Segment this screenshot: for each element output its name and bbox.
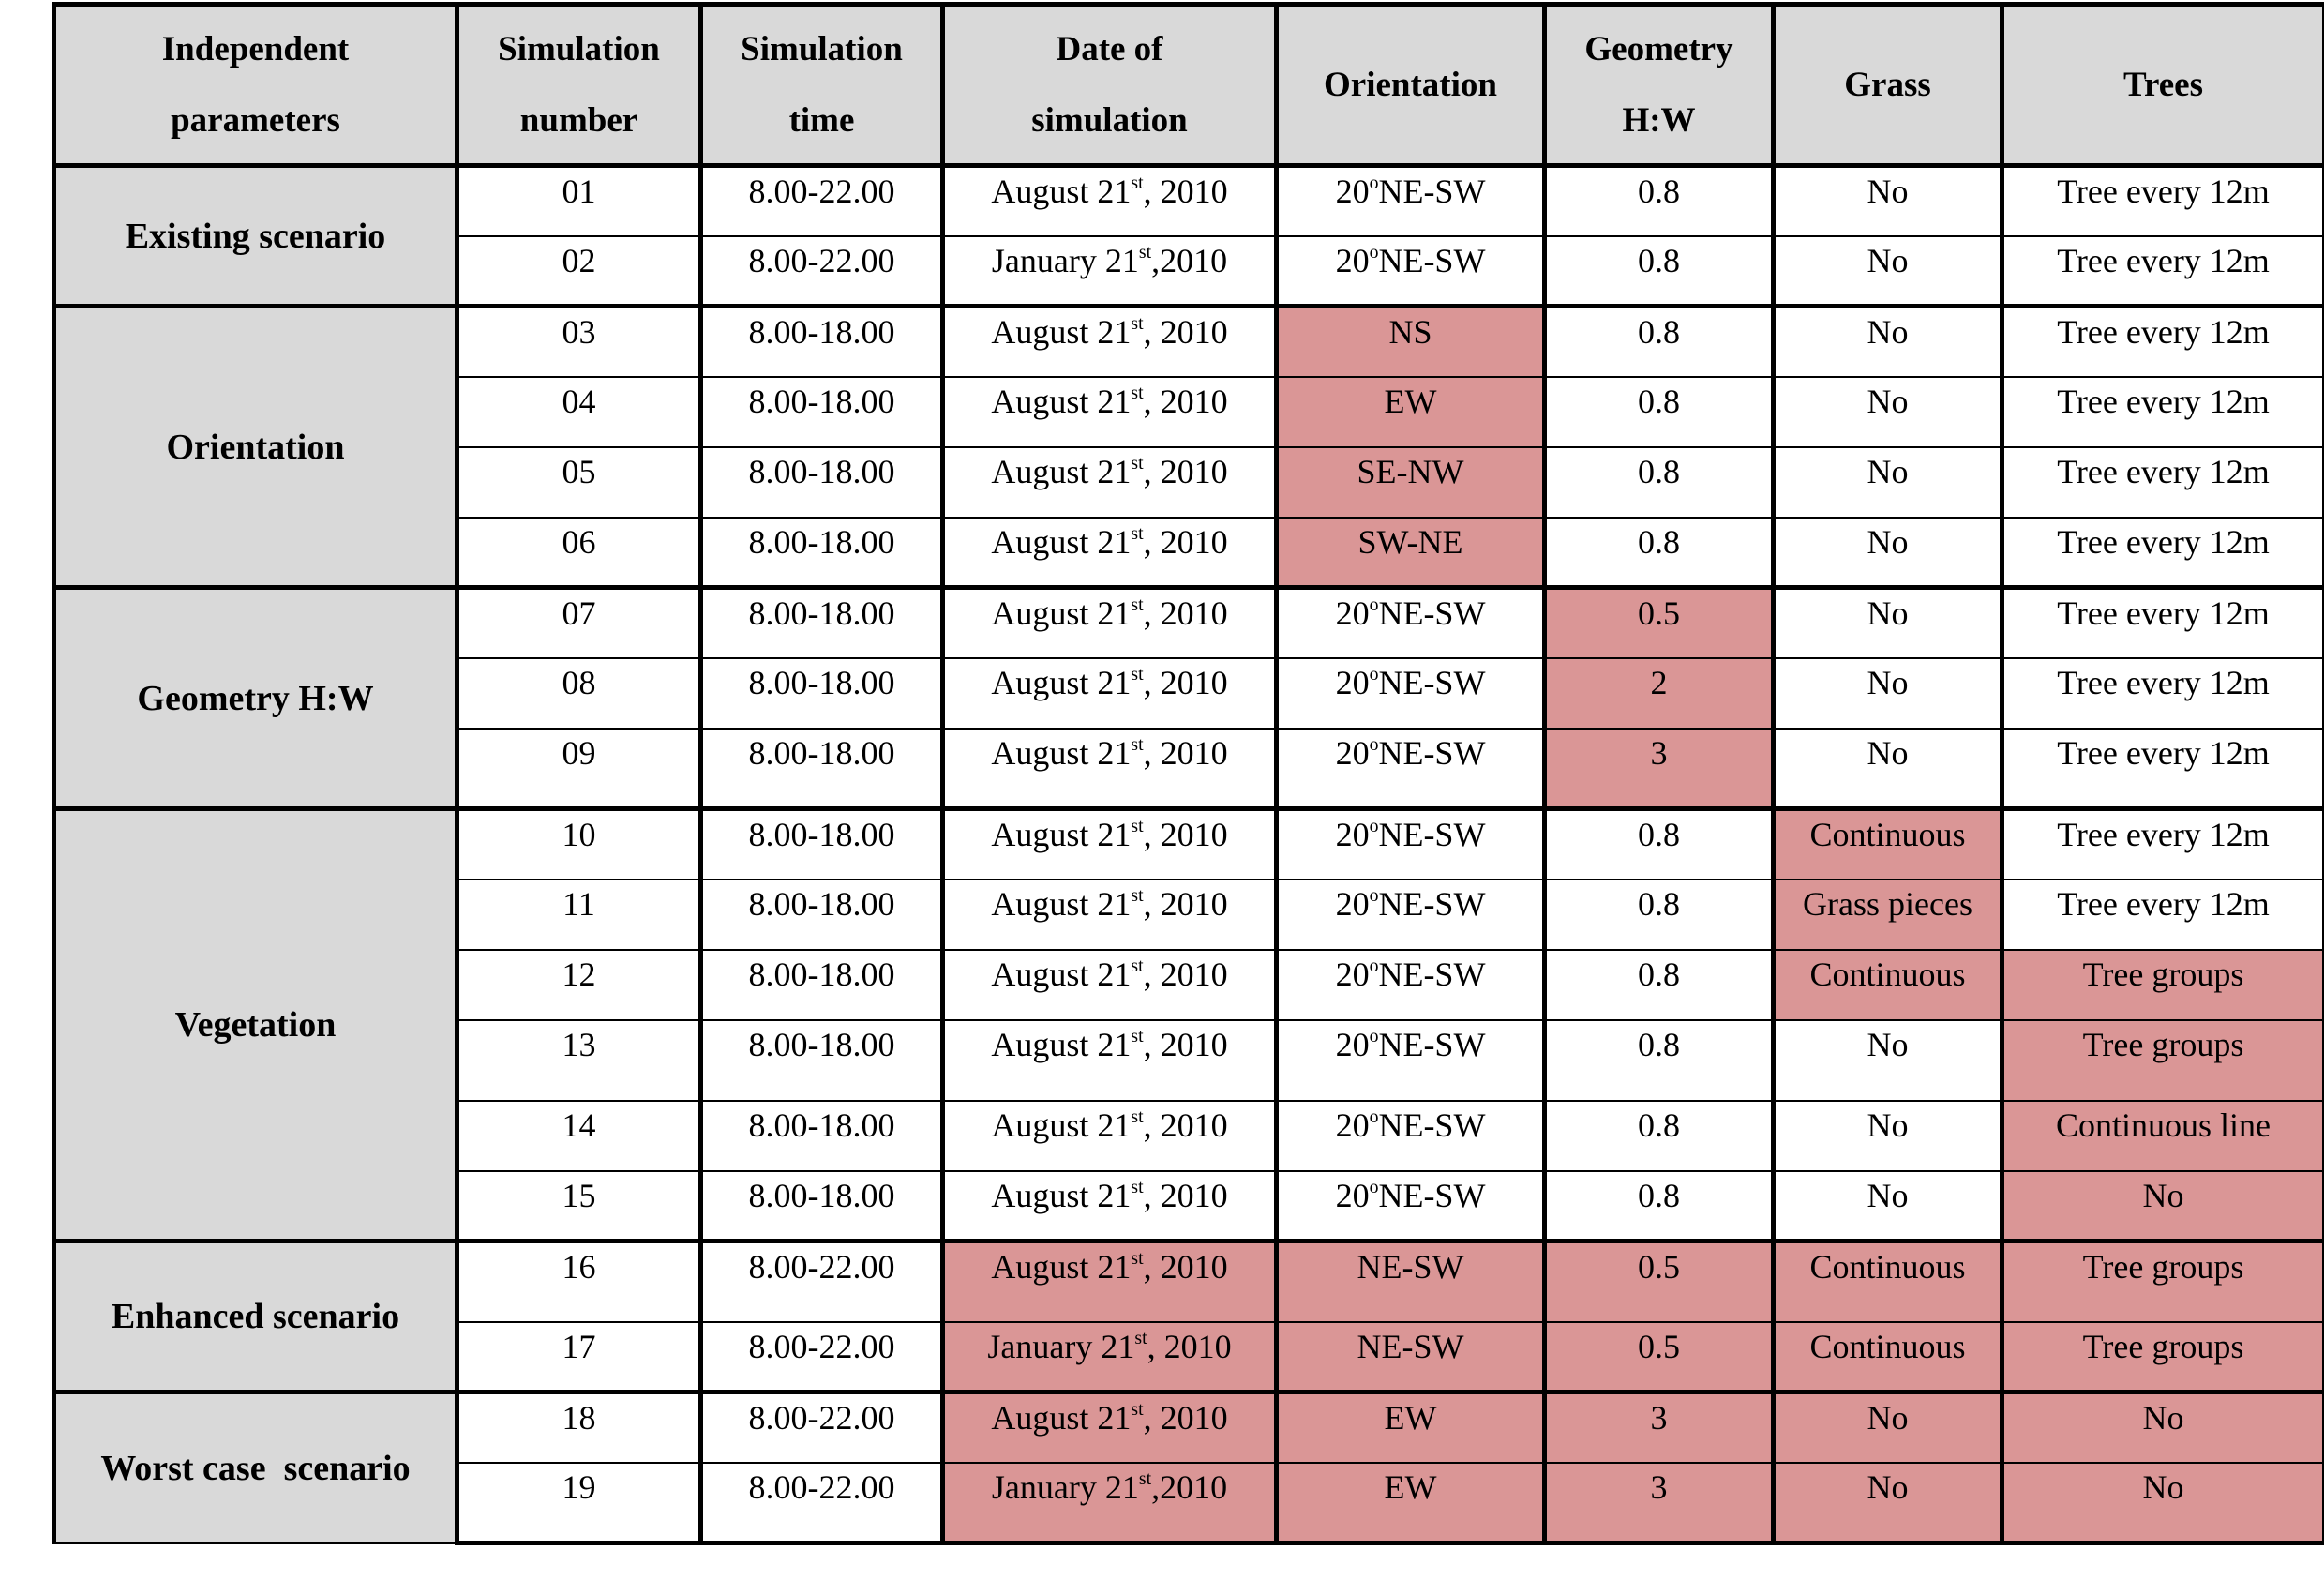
group-label: Orientation: [54, 307, 457, 588]
geometry-cell: 3: [1545, 1392, 1774, 1463]
date-cell: [943, 880, 1277, 950]
degree-symbol: o: [1369, 1025, 1379, 1046]
orientation-degrees: 20: [1335, 733, 1370, 772]
date-ordinal-suffix: st: [1131, 173, 1144, 194]
orientation-cell: [1277, 1020, 1545, 1101]
date-year: , 2010: [1143, 663, 1228, 701]
table-row: [54, 809, 2324, 880]
date-year: , 2010: [1143, 1025, 1228, 1063]
simulation-number-cell: 16: [457, 1241, 701, 1322]
trees-cell: Continuous line: [2002, 1101, 2324, 1171]
orientation-cell: [1277, 588, 1545, 658]
simulation-number-cell: 05: [457, 447, 701, 518]
grass-cell: No: [1774, 236, 2002, 307]
orientation-degrees: 20: [1335, 241, 1370, 279]
grass-cell: Continuous: [1774, 809, 2002, 880]
orientation-direction: NE-SW: [1357, 1248, 1464, 1286]
date-cell: [943, 377, 1277, 447]
date-text: August 21: [991, 522, 1132, 561]
date-text: August 21: [991, 1025, 1132, 1063]
date-text: August 21: [991, 884, 1132, 923]
simulation-time-cell: 8.00-18.00: [701, 1171, 943, 1241]
date-year: , 2010: [1143, 1248, 1228, 1286]
date-ordinal-suffix: st: [1131, 1399, 1144, 1421]
geometry-cell: 0.8: [1545, 1101, 1774, 1171]
geometry-cell: 0.8: [1545, 307, 1774, 377]
date-text: January 21: [987, 1327, 1135, 1365]
simulation-time-cell: 8.00-18.00: [701, 518, 943, 588]
header-line: H:W: [1622, 100, 1696, 140]
date-text: August 21: [991, 955, 1132, 993]
date-cell: [943, 809, 1277, 880]
orientation-degrees: 20: [1335, 173, 1370, 210]
orientation-cell: [1277, 729, 1545, 809]
grass-cell: No: [1774, 1101, 2002, 1171]
orientation-direction: NE-SW: [1378, 1106, 1486, 1144]
date-year: , 2010: [1143, 816, 1228, 853]
simulation-number-cell: 08: [457, 658, 701, 729]
date-ordinal-suffix: st: [1131, 1106, 1144, 1127]
date-cell: [943, 1101, 1277, 1171]
header-line: simulation: [1031, 100, 1188, 140]
date-year: , 2010: [1143, 884, 1228, 923]
simulation-time-cell: 8.00-22.00: [701, 1241, 943, 1322]
header-line: number: [519, 100, 638, 140]
orientation-cell: [1277, 447, 1545, 518]
date-text: August 21: [991, 313, 1132, 351]
grass-cell: No: [1774, 658, 2002, 729]
trees-cell: Tree every 12m: [2002, 729, 2324, 809]
date-cell: [943, 1171, 1277, 1241]
header-line: Geometry: [1584, 29, 1733, 68]
orientation-cell: [1277, 377, 1545, 447]
header-line: Grass: [1844, 65, 1931, 104]
date-ordinal-suffix: st: [1131, 1176, 1144, 1197]
geometry-cell: 0.8: [1545, 377, 1774, 447]
orientation-direction: NE-SW: [1378, 955, 1486, 993]
date-cell: [943, 166, 1277, 236]
geometry-cell: 0.8: [1545, 809, 1774, 880]
simulation-number-cell: 01: [457, 166, 701, 236]
grass-cell: No: [1774, 518, 2002, 588]
date-cell: [943, 1241, 1277, 1322]
group-label: Worst case scenario: [54, 1392, 457, 1543]
header-independent-parameters: [54, 5, 457, 166]
grass-cell: No: [1774, 1020, 2002, 1101]
date-year: , 2010: [1143, 1399, 1228, 1437]
trees-cell: No: [2002, 1463, 2324, 1543]
date-ordinal-suffix: st: [1131, 955, 1144, 976]
date-year: , 2010: [1147, 1327, 1232, 1365]
degree-symbol: o: [1369, 594, 1379, 616]
date-year: ,2010: [1151, 1467, 1228, 1506]
orientation-degrees: 20: [1335, 816, 1370, 853]
orientation-cell: [1277, 1322, 1545, 1392]
date-ordinal-suffix: st: [1138, 1467, 1152, 1489]
degree-symbol: o: [1369, 663, 1379, 685]
simulation-time-cell: 8.00-22.00: [701, 236, 943, 307]
header-orientation: [1277, 5, 1545, 166]
date-ordinal-suffix: st: [1131, 733, 1144, 755]
date-cell: [943, 658, 1277, 729]
trees-cell: Tree every 12m: [2002, 236, 2324, 307]
table-row: [54, 1241, 2324, 1322]
orientation-direction: EW: [1384, 382, 1437, 420]
orientation-direction: NE-SW: [1378, 663, 1486, 701]
trees-cell: Tree groups: [2002, 950, 2324, 1020]
trees-cell: Tree groups: [2002, 1241, 2324, 1322]
degree-symbol: o: [1369, 173, 1379, 194]
header-line: Simulation: [741, 29, 903, 68]
orientation-degrees: 20: [1335, 955, 1370, 993]
orientation-degrees: 20: [1335, 594, 1370, 632]
grass-cell: No: [1774, 1392, 2002, 1463]
orientation-direction: NE-SW: [1357, 1327, 1464, 1365]
date-year: , 2010: [1143, 313, 1228, 351]
geometry-cell: 3: [1545, 1463, 1774, 1543]
geometry-cell: 0.8: [1545, 166, 1774, 236]
date-text: August 21: [991, 1248, 1132, 1286]
header-geometry: [1545, 5, 1774, 166]
simulation-time-cell: 8.00-18.00: [701, 1101, 943, 1171]
date-text: January 21: [991, 241, 1139, 279]
orientation-cell: [1277, 1171, 1545, 1241]
simulation-time-cell: 8.00-22.00: [701, 166, 943, 236]
geometry-cell: 0.5: [1545, 1322, 1774, 1392]
date-cell: [943, 1392, 1277, 1463]
grass-cell: No: [1774, 447, 2002, 518]
header-trees: [2002, 5, 2324, 166]
orientation-direction: EW: [1384, 1467, 1437, 1506]
simulation-time-cell: 8.00-22.00: [701, 1392, 943, 1463]
simulation-time-cell: 8.00-18.00: [701, 307, 943, 377]
trees-cell: No: [2002, 1171, 2324, 1241]
orientation-cell: [1277, 658, 1545, 729]
table-row: [54, 307, 2324, 377]
header-line: parameters: [171, 100, 340, 140]
simulation-time-cell: 8.00-18.00: [701, 588, 943, 658]
geometry-cell: 2: [1545, 658, 1774, 729]
date-text: August 21: [991, 382, 1132, 420]
date-cell: [943, 307, 1277, 377]
orientation-direction: EW: [1384, 1399, 1437, 1437]
degree-symbol: o: [1369, 1106, 1379, 1127]
date-year: , 2010: [1143, 1106, 1228, 1144]
geometry-cell: 3: [1545, 729, 1774, 809]
grass-cell: Continuous: [1774, 1322, 2002, 1392]
orientation-cell: [1277, 1241, 1545, 1322]
orientation-direction: NS: [1388, 313, 1432, 351]
date-ordinal-suffix: st: [1138, 241, 1152, 263]
date-cell: [943, 729, 1277, 809]
geometry-cell: 0.8: [1545, 236, 1774, 307]
date-text: August 21: [991, 663, 1132, 701]
date-ordinal-suffix: st: [1131, 816, 1144, 837]
header-line: time: [788, 100, 855, 140]
trees-cell: Tree every 12m: [2002, 518, 2324, 588]
date-year: , 2010: [1143, 733, 1228, 772]
date-ordinal-suffix: st: [1131, 382, 1144, 403]
grass-cell: No: [1774, 729, 2002, 809]
simulation-number-cell: 06: [457, 518, 701, 588]
simulation-number-cell: 11: [457, 880, 701, 950]
simulation-time-cell: 8.00-18.00: [701, 658, 943, 729]
orientation-cell: [1277, 880, 1545, 950]
date-text: August 21: [991, 452, 1132, 490]
date-cell: [943, 1463, 1277, 1543]
simulation-number-cell: 07: [457, 588, 701, 658]
geometry-cell: 0.8: [1545, 950, 1774, 1020]
orientation-direction: NE-SW: [1378, 173, 1486, 210]
grass-cell: Continuous: [1774, 1241, 2002, 1322]
trees-cell: Tree every 12m: [2002, 307, 2324, 377]
degree-symbol: o: [1369, 733, 1379, 755]
trees-cell: Tree every 12m: [2002, 588, 2324, 658]
orientation-direction: NE-SW: [1378, 733, 1486, 772]
simulation-number-cell: 13: [457, 1020, 701, 1101]
table-row: [54, 588, 2324, 658]
date-ordinal-suffix: st: [1131, 522, 1144, 544]
grass-cell: No: [1774, 1171, 2002, 1241]
orientation-direction: SE-NW: [1357, 452, 1464, 490]
date-ordinal-suffix: st: [1131, 884, 1144, 906]
header-line: Simulation: [498, 29, 660, 68]
group-label: Existing scenario: [54, 166, 457, 307]
orientation-direction: NE-SW: [1378, 884, 1486, 923]
geometry-cell: 0.8: [1545, 1171, 1774, 1241]
group-label: Geometry H:W: [54, 588, 457, 809]
simulation-number-cell: 15: [457, 1171, 701, 1241]
simulation-number-cell: 02: [457, 236, 701, 307]
header-grass: [1774, 5, 2002, 166]
simulation-number-cell: 14: [457, 1101, 701, 1171]
trees-cell: Tree every 12m: [2002, 377, 2324, 447]
simulation-number-cell: 12: [457, 950, 701, 1020]
date-ordinal-suffix: st: [1131, 594, 1144, 616]
simulation-time-cell: 8.00-18.00: [701, 729, 943, 809]
simulation-number-cell: 09: [457, 729, 701, 809]
trees-cell: Tree every 12m: [2002, 658, 2324, 729]
orientation-cell: [1277, 518, 1545, 588]
geometry-cell: 0.8: [1545, 447, 1774, 518]
degree-symbol: o: [1369, 884, 1379, 906]
orientation-cell: [1277, 1463, 1545, 1543]
trees-cell: Tree every 12m: [2002, 166, 2324, 236]
simulation-time-cell: 8.00-18.00: [701, 880, 943, 950]
simulation-time-cell: 8.00-18.00: [701, 1020, 943, 1101]
date-text: August 21: [991, 1106, 1132, 1144]
simulation-number-cell: 04: [457, 377, 701, 447]
table-row: [54, 166, 2324, 236]
degree-symbol: o: [1369, 816, 1379, 837]
date-year: , 2010: [1143, 594, 1228, 632]
grass-cell: No: [1774, 1463, 2002, 1543]
grass-cell: No: [1774, 166, 2002, 236]
trees-cell: Tree every 12m: [2002, 880, 2324, 950]
date-year: , 2010: [1143, 382, 1228, 420]
header-simulation-time: [701, 5, 943, 166]
header-simulation-number: [457, 5, 701, 166]
header-line: Orientation: [1324, 65, 1497, 104]
table-row: [54, 1392, 2324, 1463]
orientation-direction: NE-SW: [1378, 241, 1486, 279]
simulation-number-cell: 03: [457, 307, 701, 377]
grass-cell: Grass pieces: [1774, 880, 2002, 950]
group-label: Enhanced scenario: [54, 1241, 457, 1392]
simulation-time-cell: 8.00-22.00: [701, 1463, 943, 1543]
grass-cell: No: [1774, 307, 2002, 377]
date-text: August 21: [991, 733, 1132, 772]
date-text: August 21: [991, 1176, 1132, 1214]
simulation-time-cell: 8.00-18.00: [701, 447, 943, 518]
grass-cell: Continuous: [1774, 950, 2002, 1020]
degree-symbol: o: [1369, 955, 1379, 976]
date-cell: [943, 518, 1277, 588]
date-cell: [943, 1020, 1277, 1101]
date-ordinal-suffix: st: [1131, 663, 1144, 685]
date-year: , 2010: [1143, 955, 1228, 993]
orientation-cell: [1277, 950, 1545, 1020]
orientation-degrees: 20: [1335, 1106, 1370, 1144]
date-year: , 2010: [1143, 1176, 1228, 1214]
trees-cell: Tree groups: [2002, 1322, 2324, 1392]
orientation-direction: NE-SW: [1378, 816, 1486, 853]
geometry-cell: 0.8: [1545, 880, 1774, 950]
date-text: August 21: [991, 594, 1132, 632]
date-year: , 2010: [1143, 173, 1228, 210]
simulation-number-cell: 18: [457, 1392, 701, 1463]
header-line: Independent: [161, 29, 350, 68]
orientation-degrees: 20: [1335, 1025, 1370, 1063]
date-cell: [943, 588, 1277, 658]
trees-cell: No: [2002, 1392, 2324, 1463]
orientation-degrees: 20: [1335, 1176, 1370, 1214]
orientation-degrees: 20: [1335, 663, 1370, 701]
date-ordinal-suffix: st: [1134, 1327, 1147, 1348]
orientation-degrees: 20: [1335, 884, 1370, 923]
orientation-cell: [1277, 166, 1545, 236]
grass-cell: No: [1774, 588, 2002, 658]
table-header: [54, 5, 2324, 166]
date-ordinal-suffix: st: [1131, 1025, 1144, 1046]
geometry-cell: 0.8: [1545, 1020, 1774, 1101]
header-line: Date of: [1056, 29, 1163, 68]
simulation-time-cell: 8.00-18.00: [701, 809, 943, 880]
simulation-number-cell: 19: [457, 1463, 701, 1543]
table-body: [54, 166, 2324, 1543]
trees-cell: Tree every 12m: [2002, 809, 2324, 880]
degree-symbol: o: [1369, 241, 1379, 263]
degree-symbol: o: [1369, 1176, 1379, 1197]
date-text: August 21: [991, 1399, 1132, 1437]
grass-cell: No: [1774, 377, 2002, 447]
header-line: Trees: [2123, 65, 2203, 104]
trees-cell: Tree groups: [2002, 1020, 2324, 1101]
date-ordinal-suffix: st: [1131, 452, 1144, 474]
orientation-direction: NE-SW: [1378, 1176, 1486, 1214]
orientation-direction: NE-SW: [1378, 594, 1486, 632]
date-text: January 21: [991, 1467, 1139, 1506]
simulation-time-cell: 8.00-22.00: [701, 1322, 943, 1392]
date-text: August 21: [991, 173, 1132, 210]
date-text: August 21: [991, 816, 1132, 853]
header-date-of-simulation: [943, 5, 1277, 166]
date-year: , 2010: [1143, 522, 1228, 561]
date-cell: [943, 236, 1277, 307]
orientation-cell: [1277, 1101, 1545, 1171]
date-year: , 2010: [1143, 452, 1228, 490]
simulation-time-cell: 8.00-18.00: [701, 377, 943, 447]
orientation-direction: NE-SW: [1378, 1025, 1486, 1063]
date-year: ,2010: [1151, 241, 1228, 279]
date-cell: [943, 1322, 1277, 1392]
orientation-cell: [1277, 1392, 1545, 1463]
simulation-time-cell: 8.00-18.00: [701, 950, 943, 1020]
simulation-table: [52, 2, 2324, 1545]
orientation-cell: [1277, 307, 1545, 377]
geometry-cell: 0.8: [1545, 518, 1774, 588]
date-ordinal-suffix: st: [1131, 1248, 1144, 1270]
date-ordinal-suffix: st: [1131, 313, 1144, 335]
orientation-cell: [1277, 236, 1545, 307]
trees-cell: Tree every 12m: [2002, 447, 2324, 518]
orientation-direction: SW-NE: [1357, 522, 1463, 561]
group-label: Vegetation: [54, 809, 457, 1241]
geometry-cell: 0.5: [1545, 1241, 1774, 1322]
orientation-cell: [1277, 809, 1545, 880]
date-cell: [943, 447, 1277, 518]
simulation-number-cell: 17: [457, 1322, 701, 1392]
date-cell: [943, 950, 1277, 1020]
simulation-number-cell: 10: [457, 809, 701, 880]
geometry-cell: 0.5: [1545, 588, 1774, 658]
